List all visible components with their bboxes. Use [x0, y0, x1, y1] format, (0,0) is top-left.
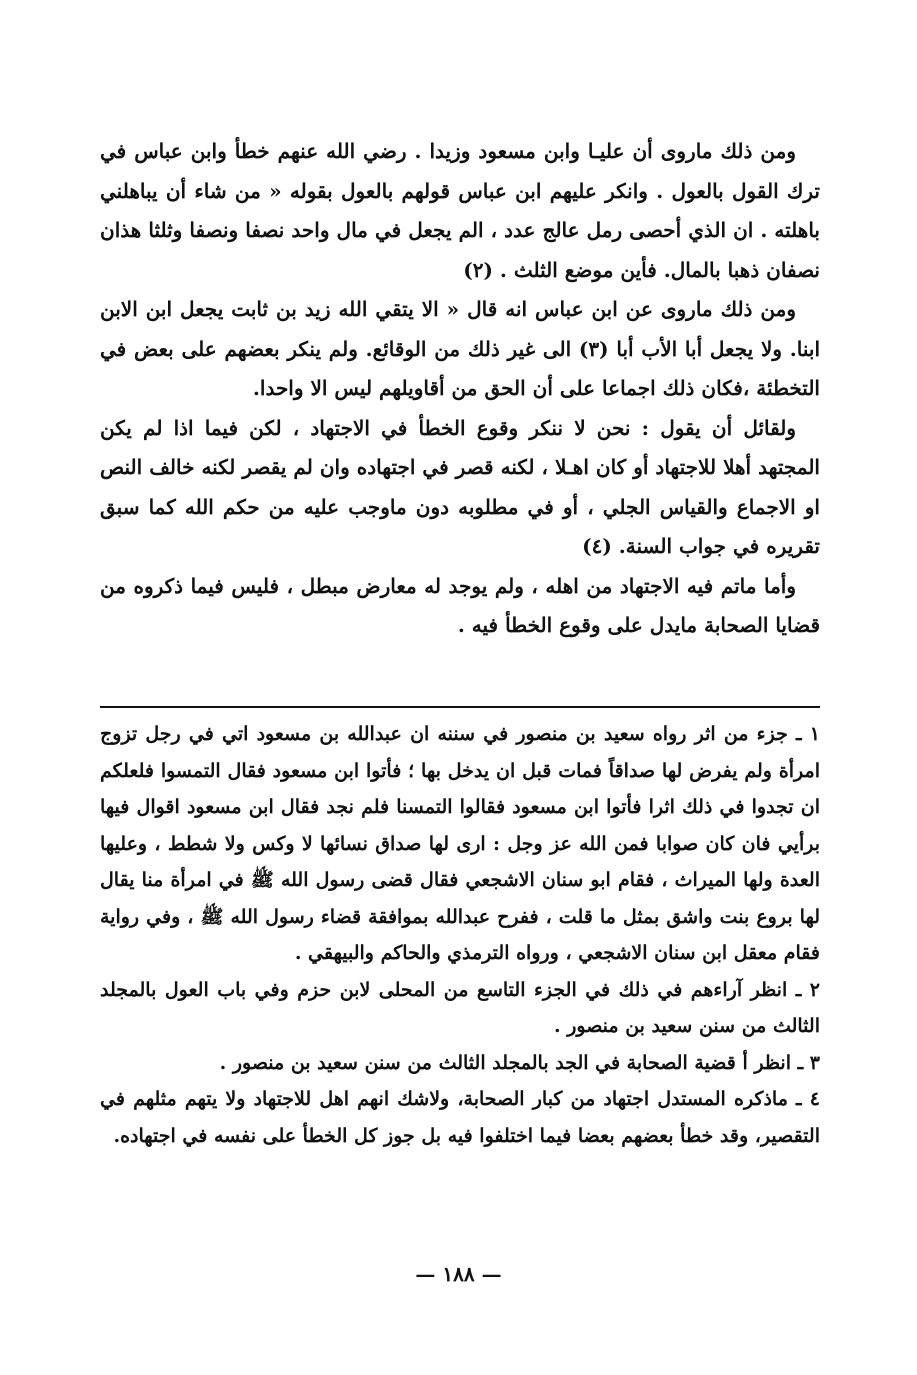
footnote-1: ١ ـ جزء من اثر رواه سعيد بن منصور في سننه ان عبدالله بن مسعود اتي في رجل تزوج امرأة ولم يفرض لها صداقاً فمات قبل ان يدخل بها ؛ فأتوا ابن مسعود فقال التمسوا فلعلكم ان تجدوا في ذلك اثرا فأتوا ابن مسعود فقالوا التمسنا فلم نجد فقال ابن مسعود اقوال فيها برأيي فان كان صوابا فمن الله عز وجل : ارى لها صداق نسائها لا وكس ولا شطط ، وعليها العدة ولها الميراث ، فقام ابو سنان الاشجعي فقال قضى رسول الله ﷺ في امرأة منا يقال لها بروع بنت واشق بمثل ما قلت ، ففرح عبدالله بموافقة قضاء رسول الله ﷺ ، وفي رواية فقام معقل ابن سنان الاشجعي ، ورواه الترمذي والحاكم والبيهقي . [100, 723, 820, 964]
footnote-3: ٣ ـ انظر أ قضية الصحابة في الجد بالمجلد الثالث من سنن سعيد بن منصور . [219, 1051, 820, 1074]
main-text [100, 132, 820, 646]
footnotes [100, 716, 820, 1154]
paragraph-2: ومن ذلك ماروى عن ابن عباس انه قال « الا يتقي الله زيد بن ثابت يجعل ابن الابن ابنا. ولا يجعل أبا الأب أبا (٣) الى غير ذلك من الوقائع. ولم ينكر بعضهم على بعض في التخطئة ،فكان ذلك اجماعا على أن الحق من أقاويلهم ليس الا واحدا. [100, 297, 820, 400]
paragraph-3: ولقائل أن يقول : نحن لا ننكر وقوع الخطأ في الاجتهاد ، لكن فيما اذا لم يكن المجتهد أهلا للاجتهاد أو كان اهـلا ، لكنه قصر في اجتهاده وان لم يقصر لكنه خالف النص او الاجماع والقياس الجلي ، أو في مطلوبه دون ماوجب عليه من حكم الله كما سبق تقريره في جواب السنة. (٤) [100, 415, 820, 558]
footnote-divider [100, 706, 820, 708]
page-number: — ١٨٨ — [415, 1262, 502, 1286]
footnote-2: ٢ ـ انظر آراءهم في ذلك في الجزء التاسع من المحلى لابن حزم وفي باب العول بالمجلد الثالث من سنن سعيد بن منصور . [100, 978, 820, 1037]
paragraph-1: ومن ذلك ماروى أن عليـا وابن مسعود وزيدا . رضي الله عنهم خطأ وابن عباس في ترك القول بالعول . وانكر عليهم ابن عباس قولهم بالعول بقوله « من شاء أن يباهلني باهلته . ان الذي أحصى رمل عالج عدد ، الم يجعل في مال واحد نصفا ونصفا وثلثا هذان نصفان ذهبا بالمال. فأين موضع الثلث . (٢) [100, 139, 820, 282]
footnote-4: ٤ ـ ماذكره المستدل اجتهاد من كبار الصحابة، ولاشك انهم اهل للاجتهاد ولا يتهم مثلهم في التقصير، وقد خطأ بعضهم بعضا فيما اختلفوا فيه بل جوز كل الخطأ على نفسه في اجتهاده. [100, 1088, 820, 1147]
paragraph-4: وأما ماتم فيه الاجتهاد من اهله ، ولم يوجد له معارض مبطل ، فليس فيما ذكروه من قضايا الصحابة مايدل على وقوع الخطأ فيه . [100, 573, 820, 637]
